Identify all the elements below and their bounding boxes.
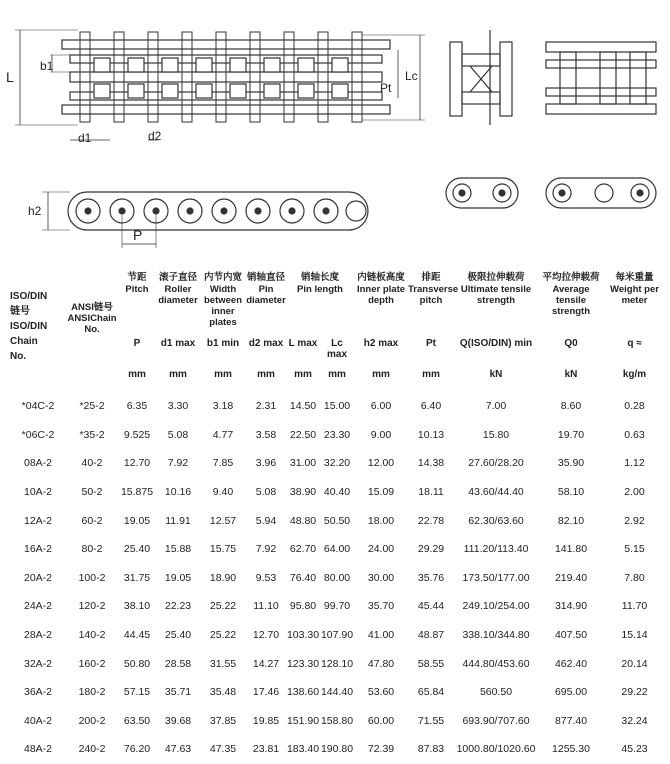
link-detail-left — [446, 178, 518, 208]
table-cell: 160-2 — [78, 657, 106, 670]
table-cell: 111.20/113.40 — [463, 543, 529, 556]
table-cell: 15.14 — [621, 629, 648, 642]
table-row — [10, 449, 665, 478]
table-row — [10, 564, 665, 593]
table-cell: *04C-2 — [21, 400, 55, 413]
table-cell: 44.45 — [123, 629, 151, 642]
label-L: L — [6, 69, 14, 85]
table-cell: 877.40 — [554, 714, 588, 727]
table-cell: 25.40 — [123, 543, 151, 556]
header-ansi-chain-no: ANSI链号 ANSIChain No. — [67, 301, 117, 335]
table-cell: 57.15 — [123, 686, 151, 699]
unit-cell: kN — [489, 369, 503, 380]
table-cell: 47.63 — [164, 743, 192, 756]
table-cell: 2.00 — [624, 486, 645, 499]
table-cell: 35.90 — [557, 457, 585, 470]
table-cell: 63.50 — [123, 714, 151, 727]
table-cell: 12.70 — [123, 457, 151, 470]
table-cell: 103.30 — [286, 629, 320, 642]
table-cell: 3.58 — [255, 428, 277, 441]
table-cell: 10.16 — [164, 486, 192, 499]
label-Pt: Pt — [380, 81, 392, 95]
header-inner-width: 内节内宽 Width between inner plates — [203, 272, 242, 328]
table-cell: 80.00 — [323, 571, 351, 584]
sym-d1: d1 max — [160, 338, 196, 349]
table-cell: 173.50/177.00 — [462, 571, 530, 584]
table-cell: 28A-2 — [23, 629, 53, 642]
table-cell: 141.80 — [554, 543, 588, 556]
table-cell: 18.00 — [367, 514, 395, 527]
header-inner-plate-depth: 内链板高度 Inner plate depth — [356, 272, 406, 306]
table-cell: 80-2 — [81, 543, 103, 556]
table-cell: 20A-2 — [23, 571, 53, 584]
table-cell: 9.40 — [212, 486, 234, 499]
table-cell: 31.75 — [123, 571, 151, 584]
table-row — [10, 649, 665, 678]
table-cell: 140-2 — [78, 629, 106, 642]
unit-cell: mm — [257, 369, 275, 380]
header-weight: 每米重量 Weight per meter — [610, 272, 659, 306]
sym-L: L max — [288, 338, 318, 349]
table-cell: 19.85 — [252, 714, 280, 727]
table-row — [10, 421, 665, 450]
table-cell: 12.70 — [252, 629, 280, 642]
table-cell: 53.60 — [367, 686, 395, 699]
header-average-tensile: 平均拉伸载荷 Average tensile strength — [542, 272, 600, 317]
table-cell: 1000.80/1020.60 — [456, 743, 536, 756]
table-cell: 128.10 — [320, 657, 354, 670]
table-cell: 3.96 — [255, 457, 277, 470]
table-cell: 29.22 — [621, 686, 648, 699]
sym-P: P — [133, 338, 141, 349]
table-cell: 50.50 — [323, 514, 351, 527]
unit-cell: mm — [372, 369, 390, 380]
header-ultimate-tensile: 极限拉伸载荷 Ultimate tensile strength — [460, 272, 532, 306]
table-cell: 25.22 — [209, 629, 237, 642]
header-pin-diameter: 销轴直径 Pin diameter — [246, 272, 286, 306]
table-cell: 22.78 — [417, 514, 445, 527]
table-cell: 15.875 — [120, 486, 154, 499]
sym-d2: d2 max — [248, 338, 284, 349]
table-cell: 12.00 — [367, 457, 395, 470]
table-cell: 3.18 — [212, 400, 234, 413]
table-cell: 24.00 — [367, 543, 395, 556]
table-row — [10, 392, 665, 421]
table-cell: 60.00 — [367, 714, 395, 727]
table-cell: 190.80 — [320, 743, 354, 756]
table-cell: 35.48 — [209, 686, 237, 699]
table-cell: 144.40 — [320, 686, 354, 699]
table-cell: 16A-2 — [23, 543, 53, 556]
table-cell: 38.90 — [289, 486, 317, 499]
header-pitch: 节距 Pitch — [125, 272, 149, 295]
table-cell: 30.00 — [367, 571, 395, 584]
sym-b1: b1 min — [206, 338, 240, 349]
table-row — [10, 621, 665, 650]
table-cell: 2.92 — [624, 514, 645, 527]
end-view-drawing-left — [450, 30, 512, 125]
table-cell: 9.53 — [255, 571, 277, 584]
label-d1: d1 — [78, 131, 92, 145]
table-cell: 219.40 — [554, 571, 588, 584]
top-view-drawing — [15, 30, 425, 140]
table-cell: 27.60/28.20 — [468, 457, 524, 470]
sym-h2: h2 max — [363, 338, 399, 349]
table-cell: 40.40 — [323, 486, 351, 499]
table-cell: 10A-2 — [23, 486, 53, 499]
table-cell: 1.12 — [624, 457, 645, 470]
table-cell: 3.30 — [167, 400, 189, 413]
table-cell: 45.23 — [621, 743, 648, 756]
table-cell: 62.30/63.60 — [468, 514, 524, 527]
table-cell: 7.92 — [167, 457, 189, 470]
table-cell: 10.13 — [417, 428, 445, 441]
header-pin-length: 销轴长度 Pin length — [297, 272, 343, 295]
table-cell: 444.80/453.60 — [462, 657, 530, 670]
table-cell: 6.35 — [126, 400, 148, 413]
table-cell: 7.80 — [624, 571, 645, 584]
table-cell: 183.40 — [286, 743, 320, 756]
table-cell: 25.22 — [209, 600, 237, 613]
table-cell: 29.29 — [417, 543, 445, 556]
spec-table-body — [10, 392, 665, 764]
table-cell: 58.55 — [417, 657, 445, 670]
table-row — [10, 707, 665, 736]
table-cell: 11.70 — [621, 600, 648, 613]
table-cell: 5.08 — [255, 486, 277, 499]
table-cell: 31.00 — [289, 457, 317, 470]
table-cell: 11.10 — [253, 600, 279, 613]
label-P: P — [133, 227, 143, 243]
table-cell: 0.28 — [624, 400, 645, 413]
table-cell: 24A-2 — [23, 600, 53, 613]
table-cell: 20.14 — [621, 657, 648, 670]
table-cell: 32.20 — [323, 457, 351, 470]
link-detail-right — [546, 178, 656, 208]
table-cell: 180-2 — [78, 686, 106, 699]
table-cell: 45.44 — [417, 600, 445, 613]
table-cell: *06C-2 — [21, 428, 55, 441]
table-cell: 17.46 — [252, 686, 280, 699]
table-row — [10, 735, 665, 764]
table-cell: 14.38 — [417, 457, 445, 470]
table-cell: *35-2 — [79, 428, 105, 441]
table-cell: 8.60 — [560, 400, 582, 413]
table-cell: 200-2 — [78, 714, 106, 727]
label-b1: b1 — [40, 59, 54, 73]
unit-cell: mm — [294, 369, 312, 380]
table-cell: 240-2 — [78, 743, 106, 756]
table-cell: 7.00 — [485, 400, 507, 413]
header-transverse-pitch: 排距 Transverse pitch — [408, 272, 459, 306]
table-cell: 14.27 — [252, 657, 280, 670]
table-cell: 7.85 — [212, 457, 234, 470]
table-cell: 22.23 — [164, 600, 192, 613]
table-cell: 6.40 — [420, 400, 442, 413]
header-roller-diameter: 滚子直径 Roller diameter — [158, 272, 198, 306]
table-cell: 15.80 — [482, 428, 510, 441]
table-cell: 08A-2 — [23, 457, 53, 470]
header-iso-chain-no: ISO/DIN 链号 ISO/DIN Chain No. — [10, 291, 48, 362]
table-cell: 19.05 — [164, 571, 192, 584]
table-cell: 693.90/707.60 — [462, 714, 530, 727]
table-cell: 60-2 — [81, 514, 103, 527]
table-cell: 40A-2 — [23, 714, 53, 727]
table-cell: 99.70 — [323, 600, 351, 613]
table-cell: 76.20 — [123, 743, 151, 756]
table-cell: 64.00 — [323, 543, 351, 556]
table-row — [10, 478, 665, 507]
chain-drawings — [0, 0, 670, 265]
table-cell: 38.10 — [123, 600, 151, 613]
table-row — [10, 535, 665, 564]
table-cell: 76.40 — [289, 571, 317, 584]
unit-cell: kN — [564, 369, 578, 380]
table-cell: 58.10 — [557, 486, 585, 499]
table-cell: 123.30 — [286, 657, 320, 670]
unit-cell: kg/m — [622, 369, 647, 380]
table-cell: 47.35 — [209, 743, 237, 756]
unit-cell: mm — [422, 369, 440, 380]
chain-spec-table — [10, 272, 665, 764]
table-cell: 23.81 — [252, 743, 280, 756]
table-cell: 18.90 — [209, 571, 237, 584]
table-cell: 5.15 — [624, 543, 645, 556]
sym-Pt: Pt — [426, 338, 437, 349]
table-cell: 22.50 — [289, 428, 317, 441]
unit-cell: mm — [214, 369, 232, 380]
table-cell: 35.71 — [164, 686, 192, 699]
table-cell: 31.55 — [209, 657, 237, 670]
table-cell: 462.40 — [554, 657, 588, 670]
table-cell: 36A-2 — [23, 686, 53, 699]
table-cell: 14.50 — [289, 400, 317, 413]
side-view-drawing — [42, 192, 368, 248]
table-cell: 65.84 — [417, 686, 445, 699]
table-cell: 1255.30 — [552, 743, 590, 756]
label-d2: d2 — [148, 129, 162, 143]
table-cell: 407.50 — [554, 629, 588, 642]
sym-q: q ≈ — [627, 338, 642, 349]
table-cell: 338.10/344.80 — [462, 629, 530, 642]
table-cell: 50.80 — [123, 657, 151, 670]
label-Lc: Lc — [405, 69, 418, 83]
table-cell: 23.30 — [323, 428, 351, 441]
table-cell: 560.50 — [479, 686, 513, 699]
table-cell: 695.00 — [554, 686, 588, 699]
table-cell: 48.87 — [417, 629, 445, 642]
label-h2: h2 — [28, 204, 42, 218]
table-cell: 40-2 — [81, 457, 103, 470]
table-cell: 9.00 — [370, 428, 392, 441]
table-cell: 12.57 — [209, 514, 237, 527]
table-cell: 82.10 — [557, 514, 585, 527]
table-cell: 19.05 — [123, 514, 151, 527]
table-cell: *25-2 — [79, 400, 105, 413]
table-cell: 32A-2 — [23, 657, 53, 670]
table-cell: 314.90 — [554, 600, 588, 613]
table-row — [10, 678, 665, 707]
table-cell: 2.31 — [255, 400, 277, 413]
table-cell: 5.08 — [167, 428, 189, 441]
table-cell: 107.90 — [320, 629, 354, 642]
table-cell: 48.80 — [289, 514, 317, 527]
table-cell: 95.80 — [289, 600, 317, 613]
table-cell: 48A-2 — [23, 743, 53, 756]
unit-cell: mm — [169, 369, 187, 380]
table-cell: 100-2 — [78, 571, 106, 584]
table-cell: 15.75 — [209, 543, 237, 556]
table-cell: 15.88 — [164, 543, 192, 556]
table-cell: 25.40 — [164, 629, 192, 642]
table-cell: 71.55 — [417, 714, 445, 727]
table-cell: 11.91 — [165, 514, 191, 527]
table-cell: 50-2 — [81, 486, 103, 499]
table-cell: 158.80 — [320, 714, 354, 727]
sym-Lc: Lc max — [327, 338, 348, 360]
table-cell: 47.80 — [367, 657, 395, 670]
table-row — [10, 506, 665, 535]
table-cell: 35.70 — [367, 600, 395, 613]
unit-cell: mm — [128, 369, 146, 380]
table-cell: 19.70 — [557, 428, 585, 441]
table-cell: 0.63 — [624, 428, 645, 441]
table-cell: 15.09 — [367, 486, 395, 499]
table-cell: 120-2 — [78, 600, 106, 613]
table-cell: 72.39 — [367, 743, 395, 756]
sym-Q0: Q0 — [564, 338, 578, 349]
table-cell: 6.00 — [370, 400, 392, 413]
table-cell: 15.00 — [323, 400, 351, 413]
table-cell: 4.77 — [212, 428, 234, 441]
table-cell: 43.60/44.40 — [468, 486, 524, 499]
table-cell: 9.525 — [123, 428, 151, 441]
sym-Q: Q(ISO/DIN) min — [459, 338, 533, 349]
unit-cell: mm — [328, 369, 346, 380]
table-cell: 35.76 — [417, 571, 445, 584]
table-cell: 41.00 — [367, 629, 395, 642]
table-cell: 28.58 — [164, 657, 192, 670]
end-view-drawing-right — [546, 42, 656, 114]
table-cell: 151.90 — [286, 714, 320, 727]
table-cell: 62.70 — [289, 543, 317, 556]
table-cell: 39.68 — [164, 714, 192, 727]
table-cell: 5.94 — [255, 514, 277, 527]
table-cell: 12A-2 — [23, 514, 53, 527]
table-cell: 249.10/254.00 — [462, 600, 530, 613]
table-row — [10, 592, 665, 621]
table-cell: 87.83 — [417, 743, 445, 756]
table-cell: 32.24 — [621, 714, 648, 727]
table-cell: 138.60 — [286, 686, 320, 699]
table-cell: 18.11 — [418, 486, 444, 499]
table-cell: 7.92 — [255, 543, 277, 556]
table-cell: 37.85 — [209, 714, 237, 727]
